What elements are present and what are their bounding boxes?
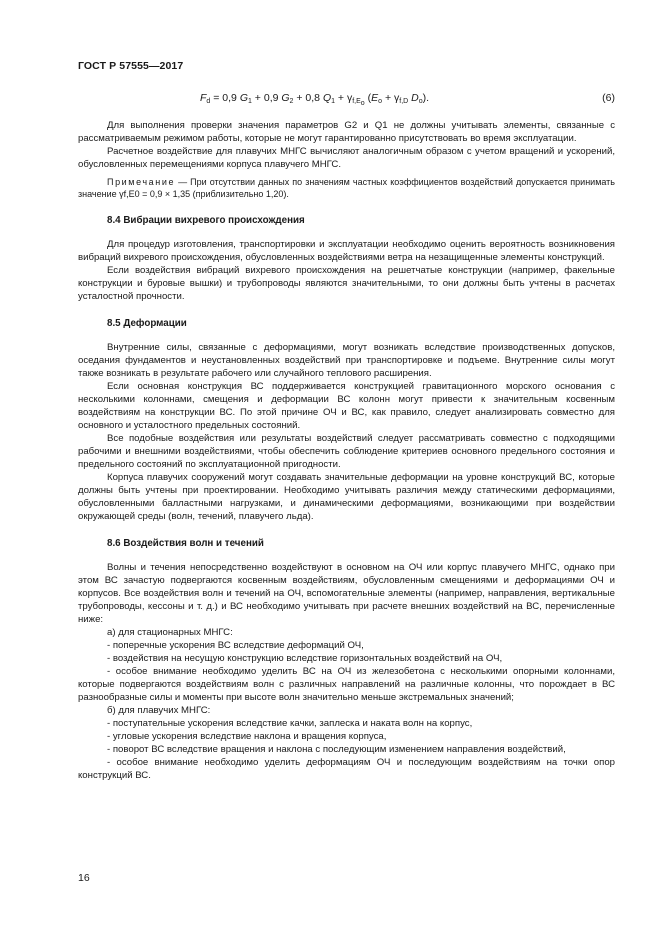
page-number: 16 <box>78 872 90 884</box>
paragraph-8-4-1: Для процедур изготовления, транспортировки и эксплуатации необходимо оценить вероятность возникновения вибраций вихревого происхождения, обусловленных воздействиями ветра на незащищенные элементы конструкций. <box>78 239 615 263</box>
list-item: - поступательные ускорения вследствие качки, заплеска и наката волн на корпус, <box>107 718 473 729</box>
paragraph-8-5-1: Внутренние силы, связанные с деформациями, могут возникать вследствие производственных допусков, оседания фундаментов и неустановленных воздействий при транспортировке и подъеме. Внутренние силы могут также возникать в результате рабочего или случайного теплового расширения. <box>78 342 615 379</box>
standard-header: ГОСТ Р 57555—2017 <box>78 60 184 72</box>
paragraph-8-5-3: Все подобные воздействия или результаты воздействий следует рассматривать совместно с подходящими рабочими и внешними воздействиями, чтобы обеспечить соблюдение критериев основного предельного состояния и предельного состояний по эксплуатационной пригодности. <box>78 433 615 470</box>
formula-6: $F_d = 0,9$ $G_1 + 0,9$ $G_2 + 0,8$ $Q_1 + \gamma_{f,E_o}$ ($E_o + \gamma_{f,D}$ $D_o$). <box>200 92 430 107</box>
section-8-6-title: 8.6 Воздействия волн и течений <box>107 538 264 549</box>
note-label: Примечание <box>107 177 176 187</box>
formula-number: (6) <box>602 92 615 104</box>
paragraph-8-6-1: Волны и течения непосредственно воздействуют в основном на ОЧ или корпус плавучего МНГС, однако при этом ВС зачастую подвергаются косвенным воздействиям, обусловленным смещениями и деформациями ОЧ и корпусов. Все воздействия волн и течений на ОЧ, вспомогательные элементы (например, направления, вертикальные трубопроводы, кессоны и т. д.) и ВС необходимо учитывать при расчете внешних воздействий на ВС, перечисленные ниже: <box>78 562 615 625</box>
document-body <box>78 119 615 782</box>
paragraph-8-4-2: Если воздействия вибраций вихревого происхождения на решетчатые конструкции (например, факельные конструкции и буровые вышки) и трубопроводы являются значительными, то они должны быть учтены в расчетах усталостной прочности. <box>78 265 615 302</box>
paragraph-check: Для выполнения проверки значения параметров G2 и Q1 не должны учитывать элементы, связанные с рассматриваемым режимом работы, которые не могут гарантированно присутствовать во время эксплуатации. <box>78 120 615 144</box>
section-8-4-title: 8.4 Вибрации вихревого происхождения <box>107 215 305 226</box>
list-item: - воздействия на несущую конструкцию вследствие горизонтальных воздействий на ОЧ, <box>107 653 503 664</box>
note-text: — При отсутствии данных по значениям частных коэффициентов воздействий допускается принимать значение γf,E0 = 0,9 × 1,35 (приблизительно 1,20). <box>78 177 615 199</box>
list-item-a: а) для стационарных МНГС: <box>107 627 233 638</box>
list-item: - особое внимание необходимо уделить деформациям ОЧ и последующим воздействиям на точки опор конструкций ВС. <box>78 757 615 781</box>
list-item: - особое внимание необходимо уделить ВС на ОЧ из железобетона с несколькими опорными колоннами, которые подвергаются воздействиям волн с различных направлений на различные колонны, что порождает в ВС разнообразные силы и моменты при высоте волн значительно меньше экстремальных значений; <box>78 666 615 703</box>
list-item: - поперечные ускорения ВС вследствие деформаций ОЧ, <box>107 640 364 651</box>
section-8-5-title: 8.5 Деформации <box>107 318 187 329</box>
note <box>78 176 615 200</box>
list-item-b: б) для плавучих МНГС: <box>107 705 211 716</box>
list-item: - угловые ускорения вследствие наклона и вращения корпуса, <box>107 731 387 742</box>
paragraph-8-5-2: Если основная конструкция ВС поддерживается конструкцией гравитационного морского основания с несколькими колоннами, смещения и деформации ВС колонн могут привести к значительным косвенным воздействиям на конструкции ВС. По этой причине ОЧ и ВС, как правило, следует анализировать совместно для основного и усталостного предельных состояний. <box>78 381 615 431</box>
list-item: - поворот ВС вследствие вращения и наклона с последующим изменением направления воздействий, <box>107 744 566 755</box>
paragraph-8-5-4: Корпуса плавучих сооружений могут создавать значительные деформации на уровне конструкций ВС, которые должны быть учтены при проектировании. Необходимо учитывать различия между статическими деформациями, обусловленными балластными нагрузками, и динамическими деформациями, возникающими при воздействии окружающей среды (волн, течений, плавучего льда). <box>78 472 615 522</box>
formula-row <box>78 92 615 108</box>
paragraph-floating: Расчетное воздействие для плавучих МНГС вычисляют аналогичным образом с учетом вращений и ускорений, обусловленных перемещениями корпуса плавучего МНГС. <box>78 146 615 170</box>
